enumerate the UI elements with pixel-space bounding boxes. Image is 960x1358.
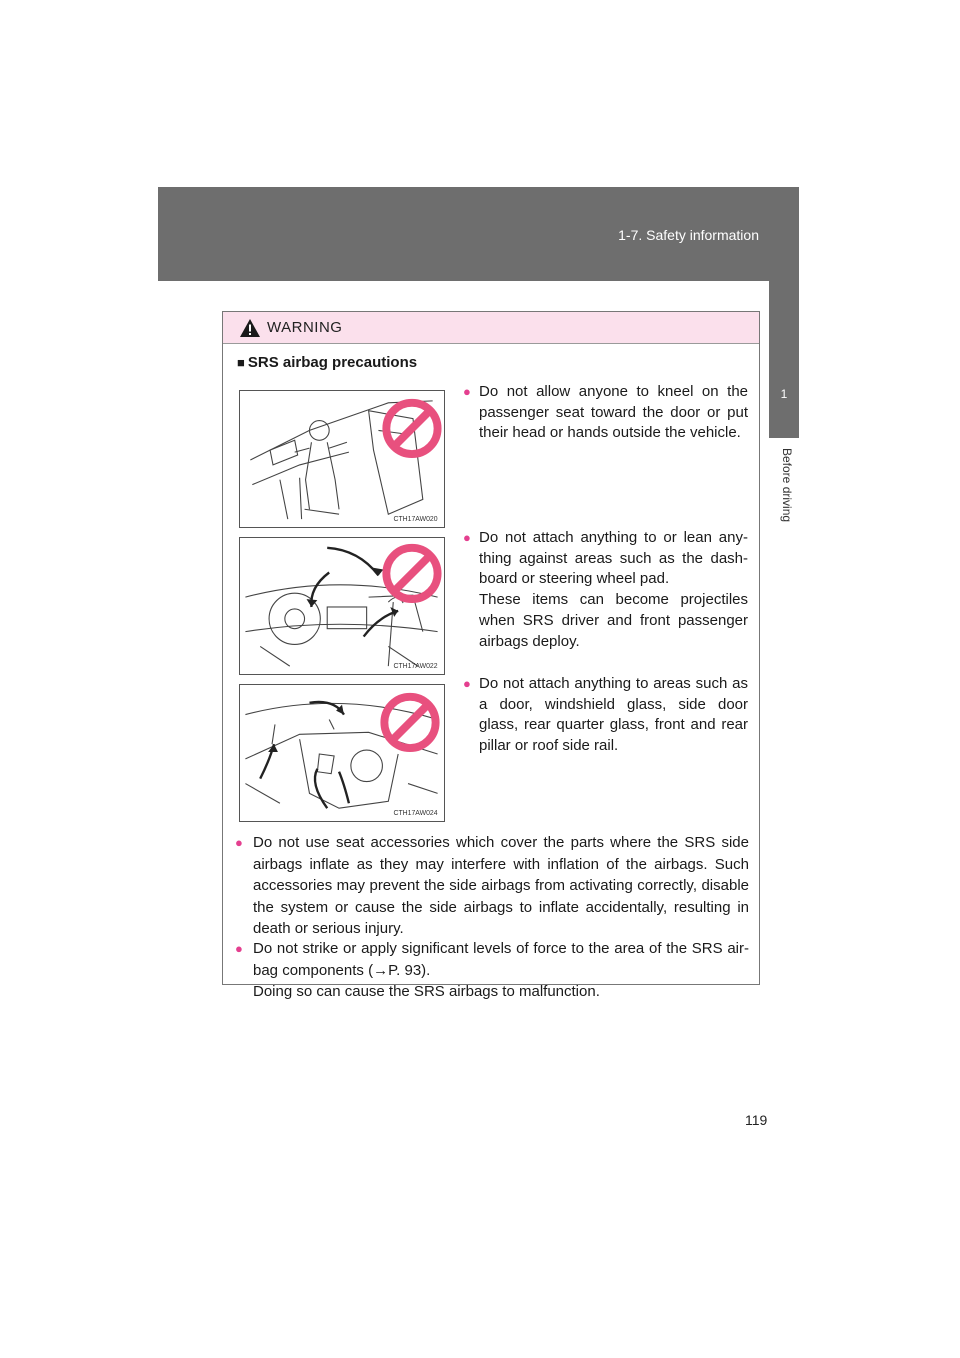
header-band [158,187,799,281]
bullet-text: Do not allow anyone to kneel on the passenger seat toward the door or put their head or hands outside the vehicle. [479,383,748,442]
prohibition-sign-icon [384,697,435,748]
bullet-item [463,674,748,757]
bullet-dot-icon: ● [235,835,243,850]
bullet-text: Do not use seat accessories which cover the parts where the SRS side airbags inflate as they may interfere with inflation of the airbags. Such accessories may prevent the side airbags from activating correctly, disable the system or cause the side airbags to inflate accidentally, resulting in death or serious injury. [253,834,749,938]
cabin-interior-drawing [240,685,444,821]
chapter-label: Before driving [780,448,794,523]
section-title-text: SRS airbag precautions [247,354,418,371]
header-section-title: 1-7. Safety information [618,227,759,243]
bullet-dot-icon: ● [463,384,471,399]
section-title [237,354,417,371]
illustration-cabin-interior [239,684,445,822]
bullet-item [235,938,749,1003]
bullet-text: Do not attach anything to or lean any-thing against areas such as the dash-board or steering wheel pad. [479,529,748,588]
bullet-text-continued: These items can become projectiles when SRS driver and front passenger airbags deploy. [479,591,748,650]
prohibition-sign-icon [386,403,437,454]
kneeling-passenger-drawing [240,391,444,527]
chapter-tab [769,281,799,438]
bullet-dot-icon: ● [463,530,471,545]
warning-box [222,311,760,1001]
illustration-dashboard [239,537,445,675]
bullet-item [235,832,749,940]
illustration-code: CTH17AW024 [393,810,438,818]
bullet-item [463,382,748,444]
illustration-code: CTH17AW022 [393,663,438,671]
bullet-item [463,528,748,652]
bullet-text: Do not strike or apply significant levels of force to the area of the SRS air-bag components (→P. 93). [253,940,749,979]
page-number: 119 [745,1112,768,1128]
warning-header [223,312,759,344]
bullet-dot-icon: ● [463,676,471,691]
dashboard-drawing [240,538,444,674]
illustration-code: CTH17AW020 [393,516,438,524]
bullet-text: Do not attach anything to areas such as a door, windshield glass, side door glass, rear quarter glass, front and rear pillar or roof side rail. [479,675,748,755]
warning-label: WARNING [267,319,343,336]
bullet-dot-icon: ● [235,941,243,956]
illustration-kneeling-on-seat [239,390,445,528]
bullet-text-continued: Doing so can cause the SRS airbags to malfunction. [253,983,600,1001]
chapter-number: 1 [780,387,788,401]
square-bullet-icon: ■ [237,355,245,370]
warning-triangle-icon [239,318,261,338]
